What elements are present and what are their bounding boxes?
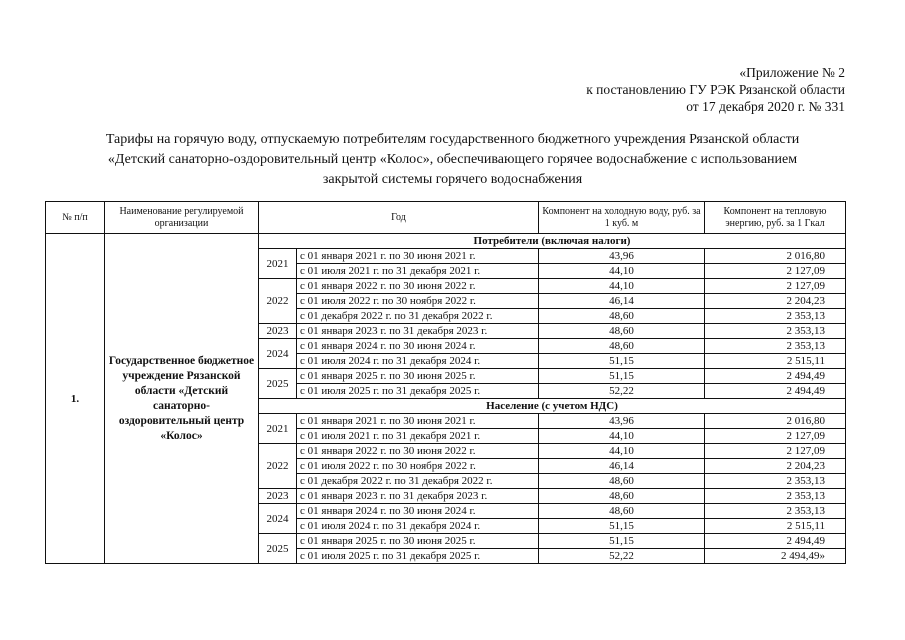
section-title: Потребители (включая налоги): [259, 234, 846, 249]
year-cell: 2022: [259, 444, 297, 489]
period-cell: с 01 января 2022 г. по 30 июня 2022 г.: [297, 279, 539, 294]
heat-energy-tariff: 2 204,23: [705, 294, 846, 309]
title-line-2: «Детский санаторно-оздоровительный центр «Колос», обеспечивающего горячее водоснабжение с использованием: [107, 152, 798, 167]
heat-energy-tariff: 2 127,09: [705, 429, 846, 444]
header-heat-energy: Компонент на тепловую энергию, руб. за 1 Гкал: [705, 202, 846, 234]
period-cell: с 01 января 2025 г. по 30 июня 2025 г.: [297, 534, 539, 549]
period-cell: с 01 июля 2025 г. по 31 декабря 2025 г.: [297, 384, 539, 399]
cold-water-tariff: 48,60: [539, 489, 705, 504]
heat-energy-tariff: 2 494,49: [705, 534, 846, 549]
header-organization: Наименование регулируемой организации: [105, 202, 259, 234]
year-cell: 2021: [259, 414, 297, 444]
period-cell: с 01 января 2023 г. по 31 декабря 2023 г.: [297, 324, 539, 339]
cold-water-tariff: 48,60: [539, 309, 705, 324]
cold-water-tariff: 51,15: [539, 354, 705, 369]
cold-water-tariff: 52,22: [539, 549, 705, 564]
year-cell: 2023: [259, 324, 297, 339]
document-title: [40, 130, 865, 190]
period-cell: с 01 января 2023 г. по 31 декабря 2023 г.: [297, 489, 539, 504]
period-cell: с 01 января 2021 г. по 30 июня 2021 г.: [297, 414, 539, 429]
heat-energy-tariff: 2 353,13: [705, 489, 846, 504]
cold-water-tariff: 44,10: [539, 444, 705, 459]
section-header-row: [46, 234, 846, 249]
tariff-table: [45, 201, 846, 564]
heat-energy-tariff: 2 353,13: [705, 324, 846, 339]
year-cell: 2021: [259, 249, 297, 279]
section-title: Население (с учетом НДС): [259, 399, 846, 414]
cold-water-tariff: 44,10: [539, 429, 705, 444]
appendix-header: [586, 64, 845, 115]
cold-water-tariff: 48,60: [539, 504, 705, 519]
year-cell: 2024: [259, 504, 297, 534]
heat-energy-tariff: 2 127,09: [705, 444, 846, 459]
period-cell: с 01 декабря 2022 г. по 31 декабря 2022 г.: [297, 474, 539, 489]
row-number: 1.: [46, 234, 105, 564]
heat-energy-tariff: 2 127,09: [705, 279, 846, 294]
table-header-row: [46, 202, 846, 234]
heat-energy-tariff: 2 494,49: [705, 369, 846, 384]
heat-energy-tariff: 2 353,13: [705, 474, 846, 489]
period-cell: с 01 июля 2021 г. по 31 декабря 2021 г.: [297, 429, 539, 444]
heat-energy-tariff: 2 353,13: [705, 309, 846, 324]
heat-energy-tariff: 2 016,80: [705, 414, 846, 429]
year-cell: 2023: [259, 489, 297, 504]
heat-energy-tariff: 2 515,11: [705, 354, 846, 369]
appendix-date: от 17 декабря 2020 г. № 331: [686, 99, 845, 114]
cold-water-tariff: 46,14: [539, 459, 705, 474]
appendix-label: «Приложение № 2: [739, 65, 845, 80]
organization-name: Государственное бюджетное учреждение Рязанской области «Детский санаторно-оздоровительный центр «Колос»: [105, 234, 259, 564]
year-cell: 2025: [259, 369, 297, 399]
period-cell: с 01 января 2025 г. по 30 июня 2025 г.: [297, 369, 539, 384]
cold-water-tariff: 44,10: [539, 279, 705, 294]
period-cell: с 01 июля 2022 г. по 30 ноября 2022 г.: [297, 459, 539, 474]
cold-water-tariff: 48,60: [539, 324, 705, 339]
heat-energy-tariff: 2 204,23: [705, 459, 846, 474]
appendix-resolution: к постановлению ГУ РЭК Рязанской области: [586, 82, 845, 97]
period-cell: с 01 июля 2025 г. по 31 декабря 2025 г.: [297, 549, 539, 564]
period-cell: с 01 января 2021 г. по 30 июня 2021 г.: [297, 249, 539, 264]
cold-water-tariff: 52,22: [539, 384, 705, 399]
heat-energy-tariff: 2 127,09: [705, 264, 846, 279]
cold-water-tariff: 43,96: [539, 414, 705, 429]
heat-energy-tariff: 2 494,49»: [705, 549, 846, 564]
cold-water-tariff: 46,14: [539, 294, 705, 309]
period-cell: с 01 июля 2024 г. по 31 декабря 2024 г.: [297, 519, 539, 534]
title-line-3: закрытой системы горячего водоснабжения: [322, 172, 583, 187]
period-cell: с 01 июля 2024 г. по 31 декабря 2024 г.: [297, 354, 539, 369]
heat-energy-tariff: 2 353,13: [705, 339, 846, 354]
cold-water-tariff: 48,60: [539, 474, 705, 489]
year-cell: 2024: [259, 339, 297, 369]
cold-water-tariff: 51,15: [539, 534, 705, 549]
header-year: Год: [259, 202, 539, 234]
period-cell: с 01 июля 2021 г. по 31 декабря 2021 г.: [297, 264, 539, 279]
cold-water-tariff: 51,15: [539, 369, 705, 384]
cold-water-tariff: 44,10: [539, 264, 705, 279]
cold-water-tariff: 51,15: [539, 519, 705, 534]
period-cell: с 01 декабря 2022 г. по 31 декабря 2022 г.: [297, 309, 539, 324]
period-cell: с 01 января 2022 г. по 30 июня 2022 г.: [297, 444, 539, 459]
cold-water-tariff: 43,96: [539, 249, 705, 264]
period-cell: с 01 января 2024 г. по 30 июня 2024 г.: [297, 504, 539, 519]
heat-energy-tariff: 2 515,11: [705, 519, 846, 534]
year-cell: 2025: [259, 534, 297, 564]
year-cell: 2022: [259, 279, 297, 324]
header-number: № п/п: [46, 202, 105, 234]
period-cell: с 01 июля 2022 г. по 30 ноября 2022 г.: [297, 294, 539, 309]
title-line-1: Тарифы на горячую воду, отпускаемую потребителям государственного бюджетного учреждения Рязанской области: [105, 132, 800, 147]
period-cell: с 01 января 2024 г. по 30 июня 2024 г.: [297, 339, 539, 354]
heat-energy-tariff: 2 016,80: [705, 249, 846, 264]
heat-energy-tariff: 2 494,49: [705, 384, 846, 399]
header-cold-water: Компонент на холодную воду, руб. за 1 куб. м: [539, 202, 705, 234]
heat-energy-tariff: 2 353,13: [705, 504, 846, 519]
cold-water-tariff: 48,60: [539, 339, 705, 354]
